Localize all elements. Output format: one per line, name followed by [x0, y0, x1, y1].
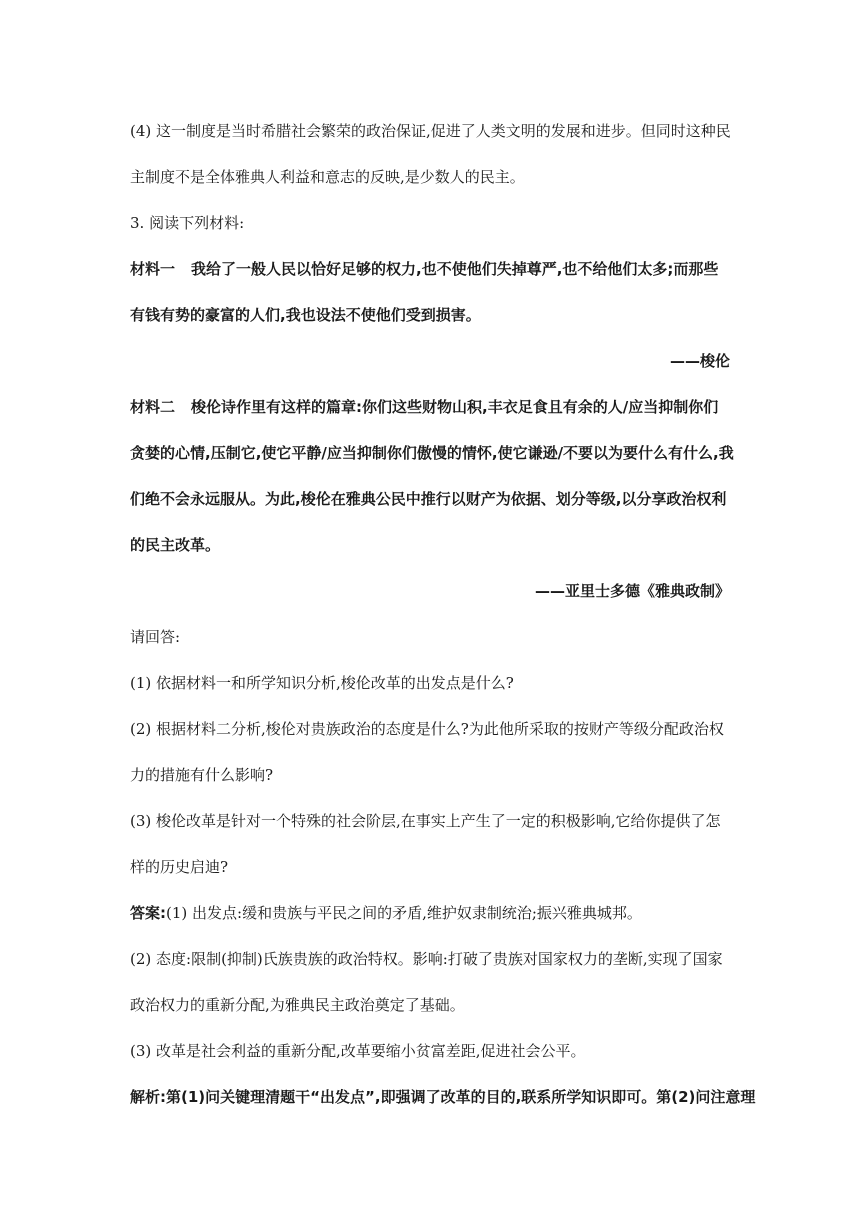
- question-2-line1: (2) 根据材料二分析,梭伦对贵族政治的态度是什么?为此他所采取的按财产等级分配政治权: [130, 720, 724, 738]
- question-2-line2: 力的措施有什么影响?: [130, 766, 274, 784]
- material2-line2: 贪婪的心情,压制它,使它平静/应当抑制你们傲慢的情怀,使它谦逊/不要以为要什么有什么,我: [130, 444, 734, 462]
- material1-source: ——梭伦: [669, 352, 730, 370]
- question-1: (1) 依据材料一和所学知识分析,梭伦改革的出发点是什么?: [130, 674, 514, 692]
- analysis-text1: 第(1)问关键理清题干“出发点”,即强调了改革的目的,联系所学知识即可。第(2)问注意理: [166, 1088, 756, 1106]
- material2-line3: 们绝不会永远服从。为此,梭伦在雅典公民中推行以财产为依据、划分等级,以分享政治权利: [130, 490, 727, 508]
- document-page: [130, 108, 756, 1120]
- material2-source: ——亚里士多德《雅典政制》: [534, 582, 730, 600]
- answer-2-line1: (2) 态度:限制(抑制)氏族贵族的政治特权。影响:打破了贵族对国家权力的垄断,实现了国家: [130, 950, 723, 968]
- q2-answer-4-line1: (4) 这一制度是当时希腊社会繁荣的政治保证,促进了人类文明的发展和进步。但同时这种民: [130, 122, 731, 140]
- material1-label: 材料一: [130, 260, 176, 278]
- material2-label: 材料二: [130, 398, 176, 416]
- analysis-line1: [130, 1074, 756, 1120]
- material1-line2: 有钱有势的豪富的人们,我也设法不使他们受到损害。: [130, 306, 481, 324]
- material1-text1: 我给了一般人民以恰好足够的权力,也不使他们失掉尊严,也不给他们太多;而那些: [191, 260, 719, 278]
- material1-line1: [130, 246, 730, 292]
- material2-text1: 梭伦诗作里有这样的篇章:你们这些财物山积,丰衣足食且有余的人/应当抑制你们: [191, 398, 719, 416]
- answer-3: (3) 改革是社会利益的重新分配,改革要缩小贫富差距,促进社会公平。: [130, 1042, 586, 1060]
- analysis-label: 解析:: [130, 1088, 166, 1106]
- answer-1-text: (1) 出发点:缓和贵族与平民之间的矛盾,维护奴隶制统治;振兴雅典城邦。: [166, 904, 642, 922]
- answer-label: 答案:: [130, 904, 166, 922]
- answer-1: [130, 890, 730, 936]
- question-3-line1: (3) 梭伦改革是针对一个特殊的社会阶层,在事实上产生了一定的积极影响,它给你提供了怎: [130, 812, 721, 830]
- question-3-line2: 样的历史启迪?: [130, 858, 229, 876]
- material2-line4: 的民主改革。: [130, 536, 221, 554]
- q2-answer-4-line2: 主制度不是全体雅典人利益和意志的反映,是少数人的民主。: [130, 168, 525, 186]
- material2-line1: [130, 384, 730, 430]
- q3-heading: 3. 阅读下列材料:: [130, 214, 245, 232]
- answer-2-line2: 政治权力的重新分配,为雅典民主政治奠定了基础。: [130, 996, 465, 1014]
- answer-prompt: 请回答:: [130, 628, 181, 646]
